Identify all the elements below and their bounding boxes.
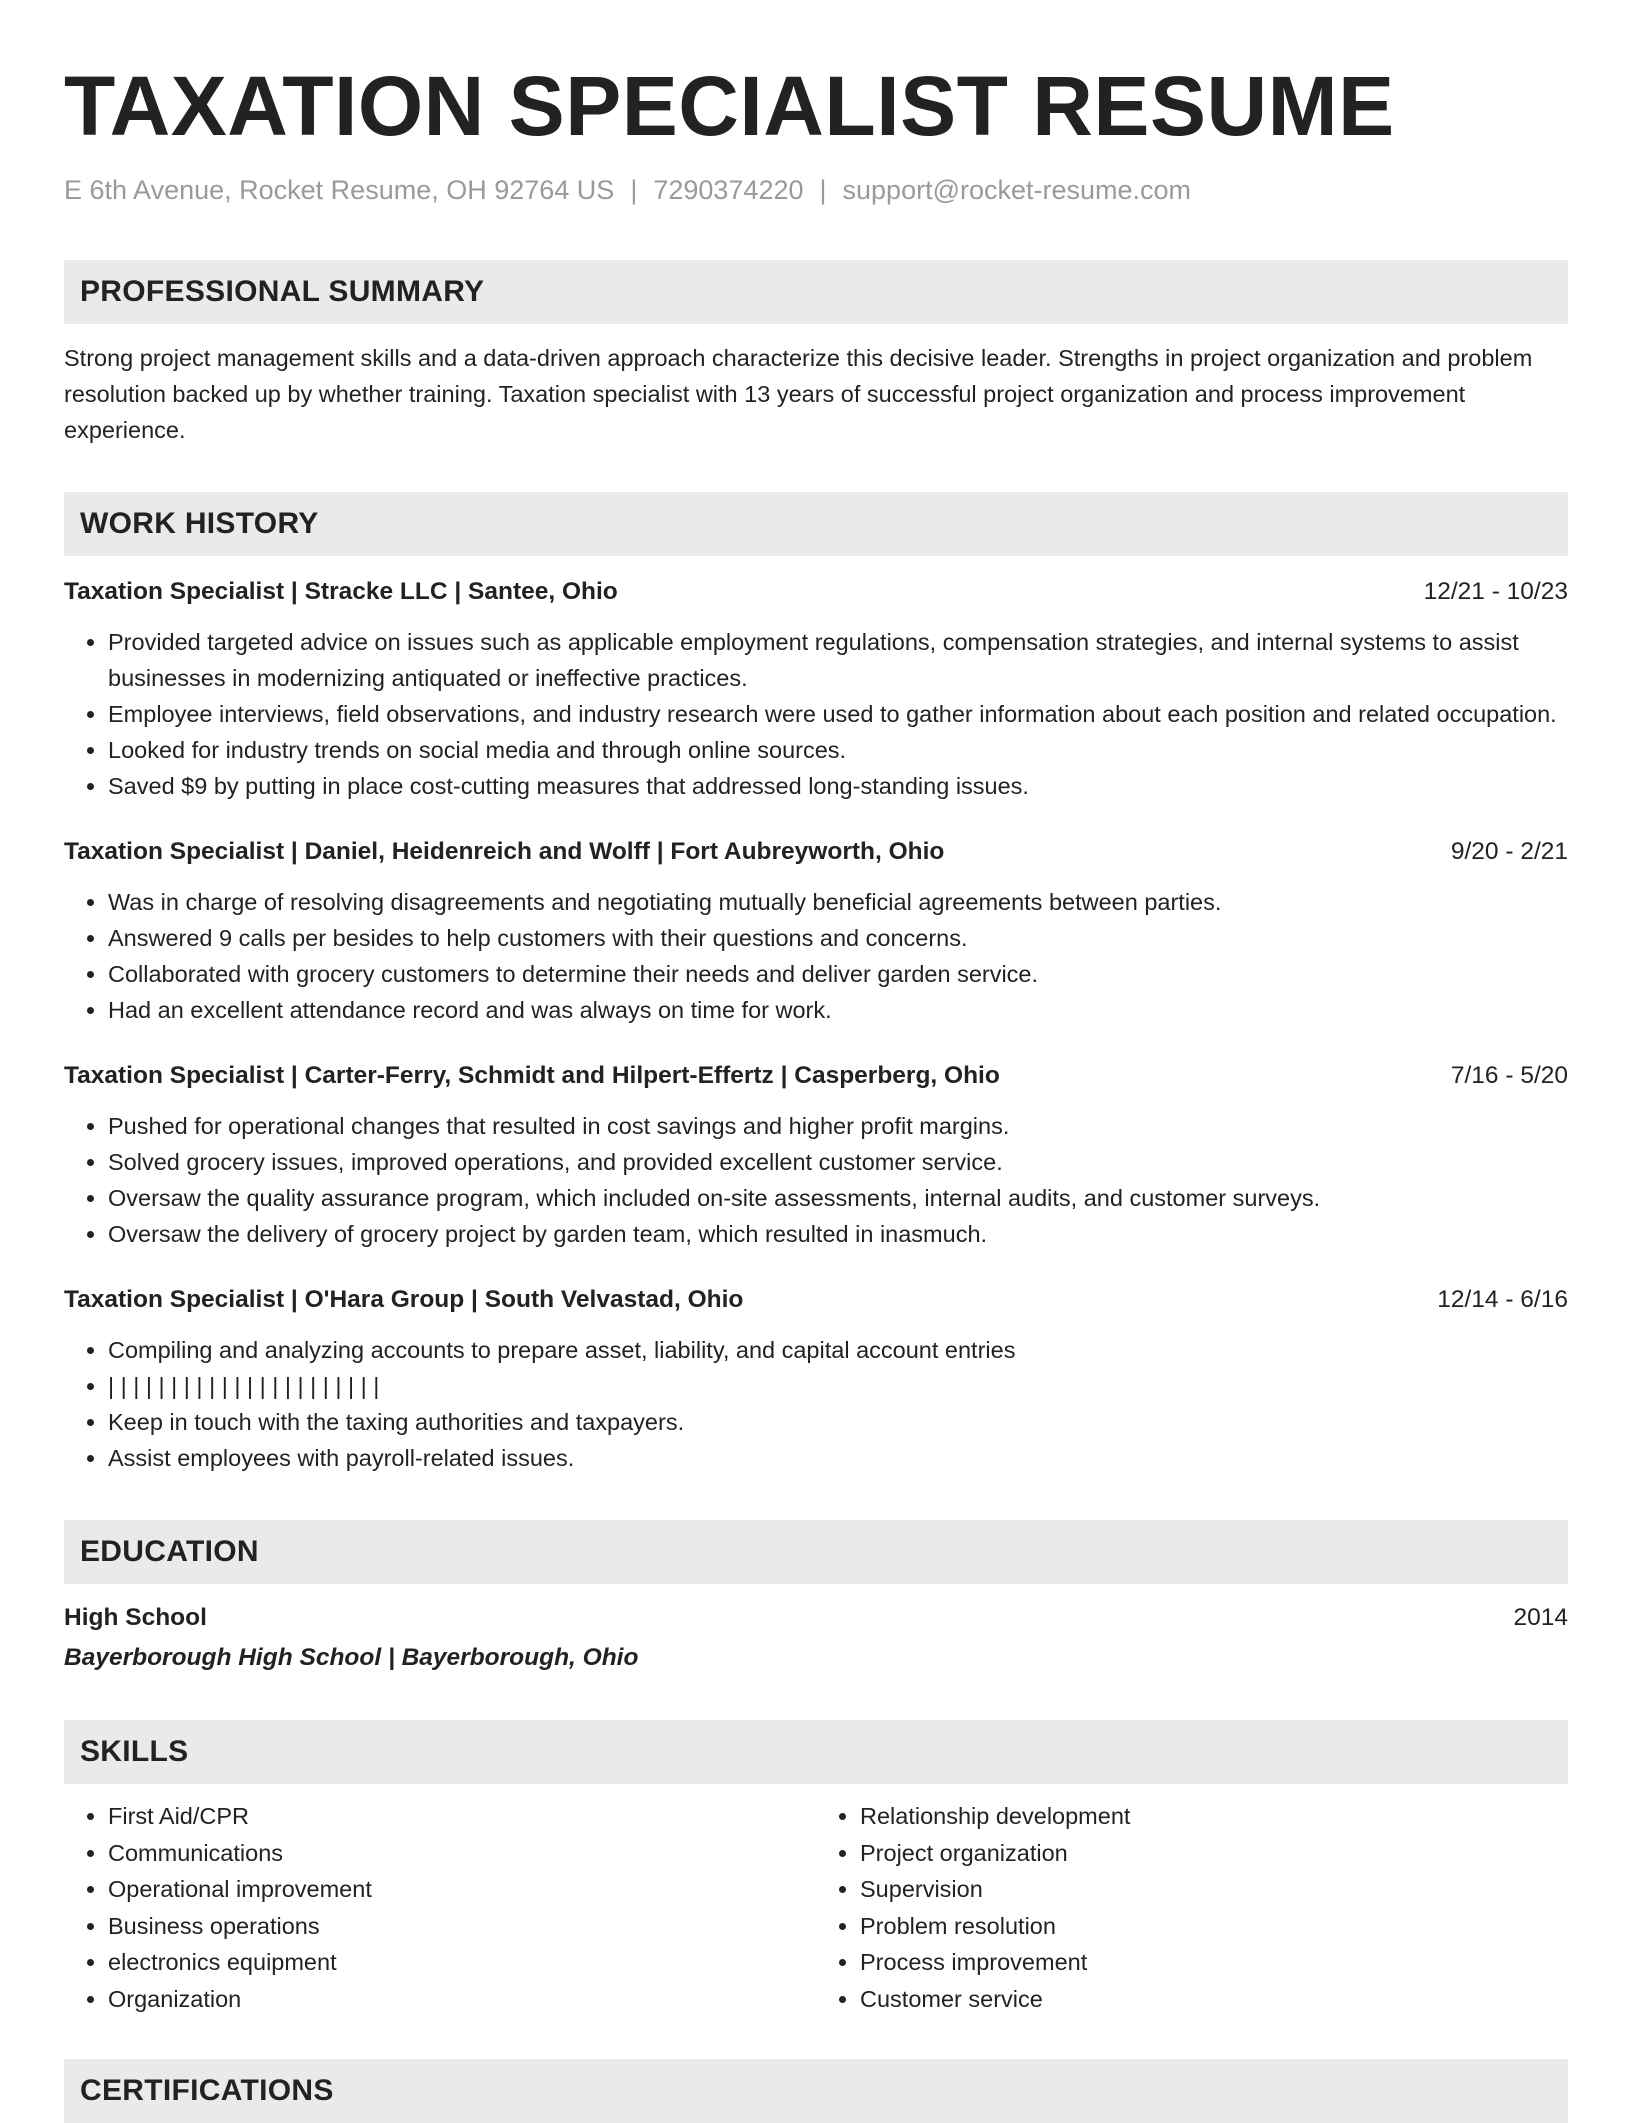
job-title: Taxation Specialist | Carter-Ferry, Schmidt and Hilpert-Effertz | Casperberg, Ohio <box>64 1062 1000 1089</box>
section-heading-certifications: CERTIFICATIONS <box>64 2059 1568 2123</box>
job-entry <box>64 1058 1568 1252</box>
education-degree: High School <box>64 1604 207 1631</box>
list-item: • Oversaw the delivery of grocery project by garden team, which resulted in inasmuch. <box>108 1216 1568 1252</box>
address: E 6th Avenue, Rocket Resume, OH 92764 US <box>64 175 615 205</box>
skill-item: • Problem resolution <box>860 1908 1568 1945</box>
job-title: Taxation Specialist | O'Hara Group | South Velvastad, Ohio <box>64 1286 744 1313</box>
job-title: Taxation Specialist | Daniel, Heidenreich and Wolff | Fort Aubreyworth, Ohio <box>64 838 945 865</box>
skill-item: • Relationship development <box>860 1798 1568 1835</box>
section-heading-work-history: WORK HISTORY <box>64 492 1568 556</box>
list-item: • Assist employees with payroll-related issues. <box>108 1440 1568 1476</box>
skill-item: • Organization <box>108 1981 816 2018</box>
list-item: • Compiling and analyzing accounts to prepare asset, liability, and capital account entries <box>108 1332 1568 1368</box>
job-dates: 12/21 - 10/23 <box>1423 578 1568 605</box>
job-dates: 7/16 - 5/20 <box>1450 1062 1568 1089</box>
list-item: • Had an excellent attendance record and was always on time for work. <box>108 992 1568 1028</box>
job-dates: 9/20 - 2/21 <box>1450 838 1568 865</box>
job-header <box>64 1058 1568 1094</box>
job-header <box>64 834 1568 870</box>
list-item: • Oversaw the quality assurance program, which included on-site assessments, internal audits, and customer surveys. <box>108 1180 1568 1216</box>
list-item: • Looked for industry trends on social media and through online sources. <box>108 732 1568 768</box>
list-item: • Was in charge of resolving disagreements and negotiating mutually beneficial agreements between parties. <box>108 884 1568 920</box>
job-dates: 12/14 - 6/16 <box>1437 1286 1568 1313</box>
skills-column-left <box>64 1798 816 2017</box>
list-item: • | | | | | | | | | | | | | | | | | | | | | | <box>108 1368 1568 1404</box>
job-entry <box>64 1282 1568 1476</box>
resume-title: TAXATION SPECIALIST RESUME <box>64 59 1395 153</box>
skill-item: • First Aid/CPR <box>108 1798 816 1835</box>
job-header <box>64 1282 1568 1318</box>
job-list <box>64 574 1568 1476</box>
skill-item: • Customer service <box>860 1981 1568 2018</box>
contact-separator: | <box>630 175 638 205</box>
section-heading-skills: SKILLS <box>64 1720 1568 1784</box>
list-item: • Saved $9 by putting in place cost-cutting measures that addressed long-standing issues. <box>108 768 1568 804</box>
section-heading-summary: PROFESSIONAL SUMMARY <box>64 260 1568 324</box>
skill-item: • electronics equipment <box>108 1944 816 1981</box>
list-item: • Answered 9 calls per besides to help customers with their questions and concerns. <box>108 920 1568 956</box>
job-entry <box>64 834 1568 1028</box>
list-item: • Collaborated with grocery customers to determine their needs and deliver garden service. <box>108 956 1568 992</box>
job-bullets <box>64 884 1568 1028</box>
education-year: 2014 <box>1513 1604 1568 1631</box>
skill-item: • Business operations <box>108 1908 816 1945</box>
job-entry <box>64 574 1568 804</box>
list-item: • Solved grocery issues, improved operations, and provided excellent customer service. <box>108 1144 1568 1180</box>
job-title: Taxation Specialist | Stracke LLC | Santee, Ohio <box>64 578 618 605</box>
skill-item: • Communications <box>108 1835 816 1872</box>
list-item: • Provided targeted advice on issues such as applicable employment regulations, compensation strategies, and internal systems to assist businesses in modernizing antiquated or ineffective practices. <box>108 624 1568 696</box>
job-header <box>64 574 1568 610</box>
education-entry <box>64 1600 1568 1636</box>
contact-separator: | <box>819 175 827 205</box>
list-item: • Employee interviews, field observations, and industry research were used to gather information about each position and related occupation. <box>108 696 1568 732</box>
email: support@rocket-resume.com <box>842 175 1192 205</box>
skill-item: • Process improvement <box>860 1944 1568 1981</box>
contact-line <box>64 172 1568 208</box>
skills-column-right <box>816 1798 1568 2017</box>
skill-item: • Operational improvement <box>108 1871 816 1908</box>
list-item: • Pushed for operational changes that resulted in cost savings and higher profit margins. <box>108 1108 1568 1144</box>
job-bullets <box>64 624 1568 804</box>
skills-list <box>64 1798 1568 2017</box>
education-school: Bayerborough High School | Bayerborough, Ohio <box>64 1644 639 1671</box>
summary-text: Strong project management skills and a data-driven approach characterize this decisive leader. Strengths in project organization and problem resolution backed up by whether training. Taxation specialist with 13 years of successful project organization and process improvement experience. <box>64 345 1533 443</box>
section-heading-education: EDUCATION <box>64 1520 1568 1584</box>
job-bullets <box>64 1108 1568 1252</box>
skill-item: • Project organization <box>860 1835 1568 1872</box>
job-bullets <box>64 1332 1568 1476</box>
phone: 7290374220 <box>653 175 804 205</box>
skill-item: • Supervision <box>860 1871 1568 1908</box>
list-item: • Keep in touch with the taxing authorities and taxpayers. <box>108 1404 1568 1440</box>
